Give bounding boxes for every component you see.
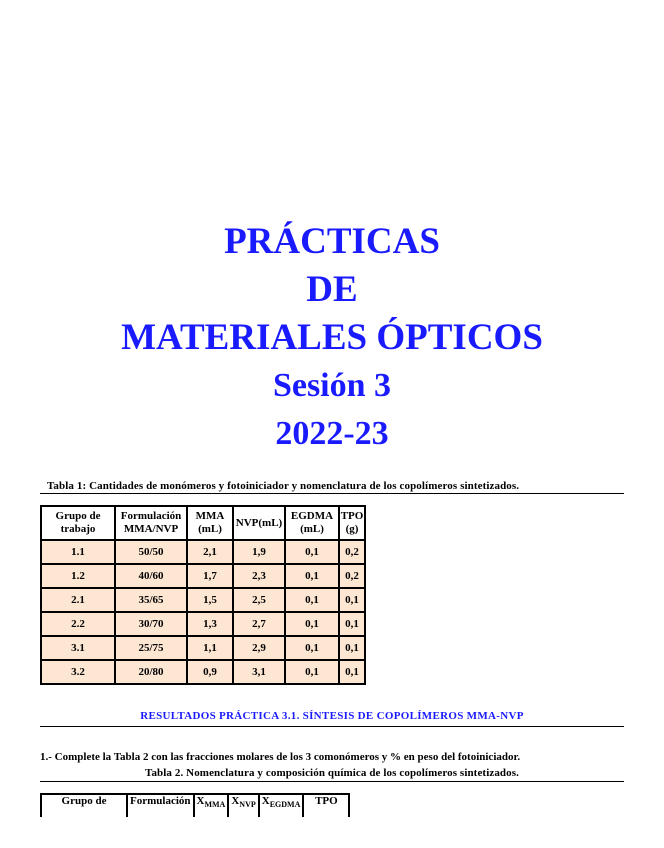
table2-caption-rule bbox=[40, 781, 624, 782]
cell-group: 3.2 bbox=[41, 660, 115, 684]
table-row bbox=[41, 660, 365, 684]
table-row bbox=[41, 612, 365, 636]
cell-formulation: 40/60 bbox=[115, 564, 187, 588]
cell-tpo: 0,2 bbox=[339, 540, 365, 564]
cell-mma: 0,9 bbox=[187, 660, 233, 684]
cell-tpo: 0,1 bbox=[339, 660, 365, 684]
title-line-2: DE bbox=[306, 269, 358, 310]
table-row bbox=[41, 588, 365, 612]
table1-header-tpo: TPO (g) bbox=[339, 506, 365, 540]
cell-formulation: 25/75 bbox=[115, 636, 187, 660]
cell-egdma: 0,1 bbox=[285, 588, 339, 612]
cell-nvp: 2,7 bbox=[233, 612, 285, 636]
cell-nvp: 2,3 bbox=[233, 564, 285, 588]
question-1: 1.- Complete la Tabla 2 con las fracciones molares de los 3 comonómeros y % en peso del fotoiniciador. bbox=[40, 751, 521, 763]
cell-mma: 1,1 bbox=[187, 636, 233, 660]
table2 bbox=[40, 793, 350, 817]
section-rule bbox=[40, 726, 624, 727]
cell-mma: 1,5 bbox=[187, 588, 233, 612]
table-row bbox=[41, 564, 365, 588]
table1-caption-rule bbox=[40, 493, 624, 494]
table2-header-x-mma: $X_{MMA}$ bbox=[194, 794, 229, 817]
cell-tpo: 0,1 bbox=[339, 636, 365, 660]
cell-formulation: 20/80 bbox=[115, 660, 187, 684]
table2-header-tpo: TPO bbox=[303, 794, 349, 817]
academic-year: 2022-23 bbox=[275, 415, 389, 452]
table2-header-x-nvp: $X_{NVP}$ bbox=[228, 794, 258, 817]
table2-header-x-egdma: $X_{EGDMA}$ bbox=[259, 794, 304, 817]
cell-nvp: 1,9 bbox=[233, 540, 285, 564]
table1-header-row bbox=[41, 506, 365, 540]
table-row bbox=[41, 636, 365, 660]
table2-header-row bbox=[41, 794, 349, 817]
table1-caption: Tabla 1: Cantidades de monómeros y fotoiniciador y nomenclatura de los copolímeros sintetizados. bbox=[47, 480, 520, 492]
cell-group: 3.1 bbox=[41, 636, 115, 660]
cell-formulation: 30/70 bbox=[115, 612, 187, 636]
cell-egdma: 0,1 bbox=[285, 612, 339, 636]
cell-nvp: 3,1 bbox=[233, 660, 285, 684]
cell-group: 2.1 bbox=[41, 588, 115, 612]
table1 bbox=[40, 505, 366, 685]
table1-header-group: Grupo de trabajo bbox=[41, 506, 115, 540]
title-line-1: PRÁCTICAS bbox=[224, 221, 440, 262]
cell-tpo: 0,1 bbox=[339, 612, 365, 636]
cell-egdma: 0,1 bbox=[285, 540, 339, 564]
table1-header-nvp: NVP(mL) bbox=[233, 506, 285, 540]
cell-mma: 1,7 bbox=[187, 564, 233, 588]
cell-group: 1.1 bbox=[41, 540, 115, 564]
document-title bbox=[0, 218, 664, 458]
table2-header-formulation: Formulación bbox=[127, 794, 194, 817]
section-title: RESULTADOS PRÁCTICA 3.1. SÍNTESIS DE COPOLÍMEROS MMA-NVP bbox=[140, 710, 524, 722]
cell-tpo: 0,2 bbox=[339, 564, 365, 588]
cell-egdma: 0,1 bbox=[285, 660, 339, 684]
cell-mma: 1,3 bbox=[187, 612, 233, 636]
cell-egdma: 0,1 bbox=[285, 636, 339, 660]
table1-header-mma: MMA (mL) bbox=[187, 506, 233, 540]
table-row bbox=[41, 540, 365, 564]
cell-nvp: 2,5 bbox=[233, 588, 285, 612]
table1-header-egdma: EGDMA (mL) bbox=[285, 506, 339, 540]
cell-nvp: 2,9 bbox=[233, 636, 285, 660]
cell-group: 1.2 bbox=[41, 564, 115, 588]
cell-tpo: 0,1 bbox=[339, 588, 365, 612]
session-label: Sesión 3 bbox=[272, 367, 392, 404]
cell-formulation: 50/50 bbox=[115, 540, 187, 564]
cell-group: 2.2 bbox=[41, 612, 115, 636]
cell-egdma: 0,1 bbox=[285, 564, 339, 588]
table1-header-formulation: Formulación MMA/NVP bbox=[115, 506, 187, 540]
table2-caption: Tabla 2. Nomenclatura y composición química de los copolímeros sintetizados. bbox=[145, 767, 519, 779]
cell-formulation: 35/65 bbox=[115, 588, 187, 612]
cell-mma: 2,1 bbox=[187, 540, 233, 564]
title-line-3: MATERIALES ÓPTICOS bbox=[121, 317, 543, 358]
table2-header-group: Grupo de bbox=[41, 794, 127, 817]
